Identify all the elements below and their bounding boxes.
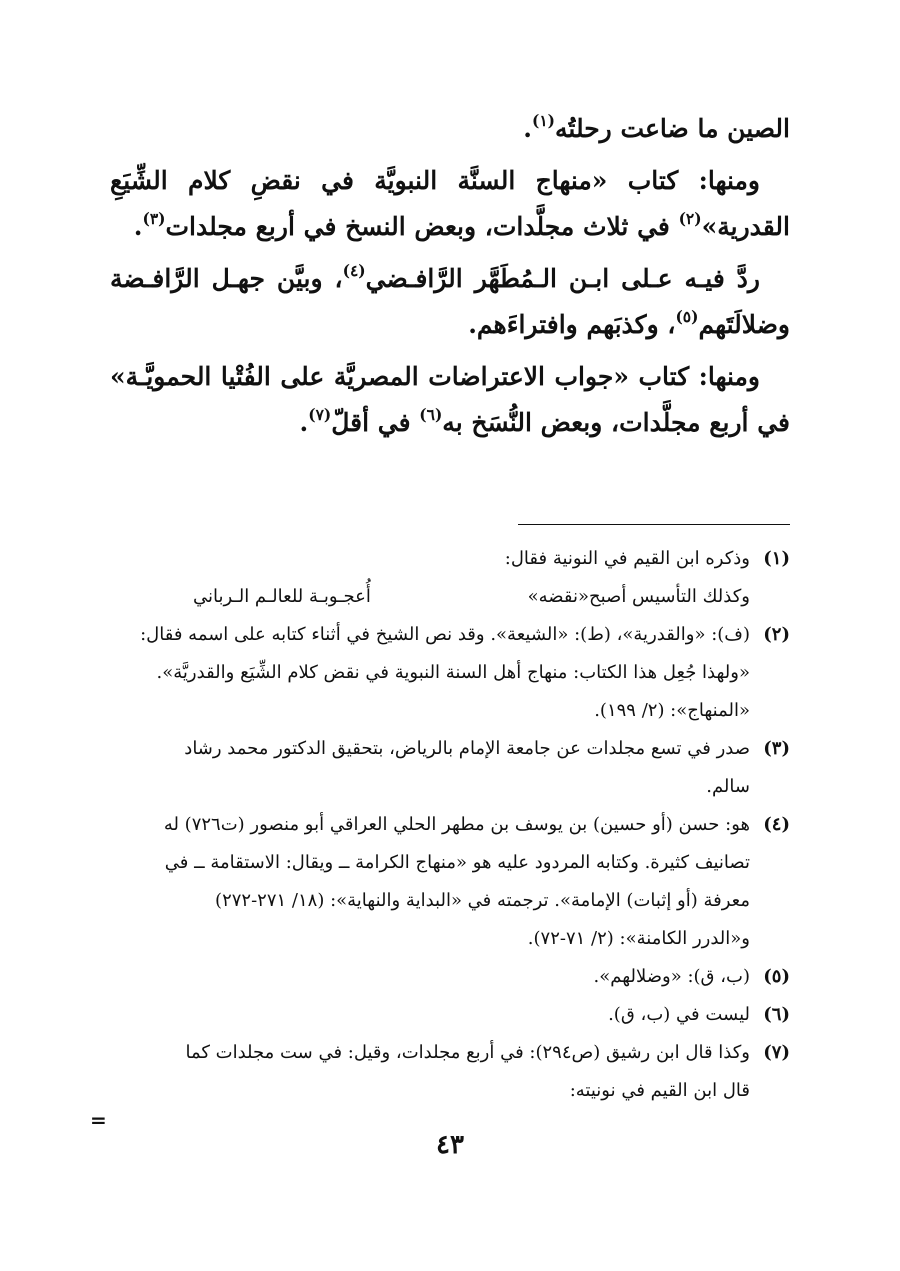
paragraph-3 xyxy=(110,256,790,348)
p3-text-a: ردَّ فيـه عـلى ابـن الـمُطَهَّر الرَّافـضي xyxy=(365,264,760,293)
verse-second-hemistich: أُعجـوبـة للعالـم الـرباني xyxy=(193,586,371,607)
paragraph-1 xyxy=(110,106,790,152)
poem-verse xyxy=(108,578,790,616)
footnote-line: (ب، ق): «وضلالهم». xyxy=(593,966,750,987)
footnote-ref-4[interactable]: (٤) xyxy=(342,261,366,281)
page-number: ٤٣ xyxy=(436,1130,464,1160)
p4-text-a: ومنها: كتاب «جواب الاعتراضات المصريَّة على الفُتْيا الحمويَّـة» في أربع مجلَّدات، وبعض النُّسَخ به xyxy=(110,362,790,437)
paragraph-2 xyxy=(110,158,790,250)
main-text xyxy=(110,106,790,452)
footnote-6 xyxy=(108,996,790,1034)
p4-text-b: في أقلّ xyxy=(331,408,420,437)
paragraph-4 xyxy=(110,354,790,446)
footnote-body xyxy=(108,730,750,806)
footnote-1 xyxy=(108,540,790,578)
p3-text-b: ، وبيَّن جهـل الرَّافـضة وضلالَتَهم xyxy=(110,264,790,339)
footnote-3 xyxy=(108,730,790,806)
p2-text-a: ومنها: كتاب «منهاج السنَّة النبويَّة في نقضِ كلام الشِّيَعِ القدرية» xyxy=(110,166,790,241)
footnote-line: صدر في تسع مجلدات عن جامعة الإمام بالرياض، بتحقيق الدكتور محمد رشاد xyxy=(184,738,750,759)
footnote-4 xyxy=(108,806,790,958)
footnote-number: (٢) xyxy=(763,624,790,645)
footnote-body xyxy=(108,1034,750,1110)
footnote-number: (٥) xyxy=(763,966,790,987)
p1-text: الصين ما ضاعت رحلتُه xyxy=(555,114,790,143)
footnote-body xyxy=(108,806,750,958)
footnote-ref-3[interactable]: (٣) xyxy=(142,209,166,229)
p2-end: . xyxy=(133,212,143,241)
footnote-7 xyxy=(108,1034,790,1110)
verse-first-hemistich: وكذلك التأسيس أصبح«نقضه» xyxy=(527,586,750,607)
footnote-line: و«الدرر الكامنة»: (٢/ ٧١-٧٢). xyxy=(527,928,750,949)
footnote-body xyxy=(108,996,750,1034)
footnote-line: معرفة (أو إثبات) الإمامة». ترجمته في «البداية والنهاية»: (١٨/ ٢٧١-٢٧٢) xyxy=(215,890,750,911)
footnote-number: (٧) xyxy=(763,1042,790,1063)
footnote-line: (ف): «والقدرية»، (ط): «الشيعة». وقد نص الشيخ في أثناء كتابه على اسمه فقال: xyxy=(140,624,750,645)
p1-end: . xyxy=(523,114,532,143)
footnote-line: «المنهاج»: (٢/ ١٩٩). xyxy=(594,700,750,721)
footnote-number: (٦) xyxy=(763,1004,790,1025)
footnote-line: «ولهذا جُعِل هذا الكتاب: منهاج أهل السنة النبوية في نقض كلام الشِّيَع والقدريَّة». xyxy=(156,662,750,683)
footnote-ref-2[interactable]: (٢) xyxy=(678,209,702,229)
footnote-line: هو: حسن (أو حسين) بن يوسف بن مطهر الحلي العراقي أبو منصور (ت٧٢٦) له xyxy=(163,814,750,835)
footnote-body xyxy=(108,616,750,730)
footnote-body xyxy=(108,540,750,578)
footnotes xyxy=(108,540,790,1110)
footnote-line: سالم. xyxy=(706,776,750,797)
footnote-line: تصانيف كثيرة. وكتابه المردود عليه هو «منهاج الكرامة ــ ويقال: الاستقامة ــ في xyxy=(164,852,750,873)
footnote-5 xyxy=(108,958,790,996)
footnote-ref-1[interactable]: (١) xyxy=(531,111,555,131)
p3-text-c: ، وكذبَهم وافتراءَهم. xyxy=(468,310,676,339)
footnote-separator xyxy=(518,524,790,525)
footnote-line: ليست في (ب، ق). xyxy=(608,1004,750,1025)
continuation-mark: = xyxy=(90,1108,107,1132)
p4-end: . xyxy=(299,408,309,437)
footnote-2 xyxy=(108,616,790,730)
footnote-ref-5[interactable]: (٥) xyxy=(675,307,699,327)
footnote-line: وكذا قال ابن رشيق (ص٢٩٤): في أربع مجلدات، وقيل: في ست مجلدات كما xyxy=(185,1042,750,1063)
footnote-ref-7[interactable]: (٧) xyxy=(308,405,332,425)
footnote-line: قال ابن القيم في نونيته: xyxy=(569,1080,750,1101)
footnote-line: وذكره ابن القيم في النونية فقال: xyxy=(504,548,750,569)
footnote-number: (٣) xyxy=(763,738,790,759)
footnote-ref-6[interactable]: (٦) xyxy=(419,405,443,425)
p2-text-b: في ثلاث مجلَّدات، وبعض النسخ في أربع مجلدات xyxy=(165,212,679,241)
footnote-body xyxy=(108,958,750,996)
footnote-number: (٤) xyxy=(763,814,790,835)
footnote-number: (١) xyxy=(763,548,790,569)
